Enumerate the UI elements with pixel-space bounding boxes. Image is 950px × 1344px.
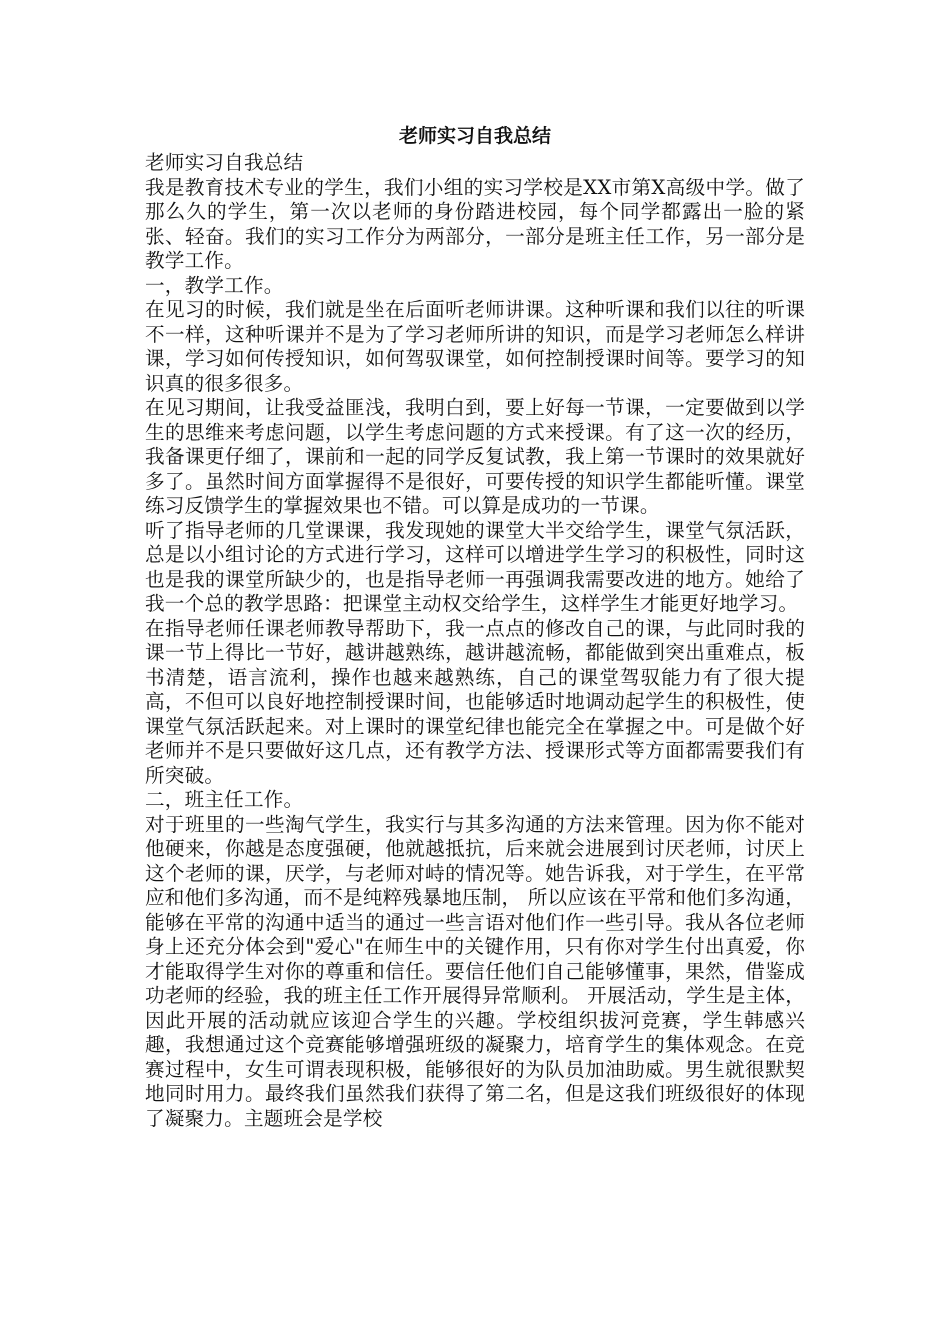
paragraph: 听了指导老师的几堂课课，我发现她的课堂大半交给学生，课堂气氛活跃，总是以小组讨论的方式进行学习，这样可以增进学生学习的积极性，同时这也是我的课堂所缺少的，也是指导老师一再强调我需要改进的地方。她给了我一个总的教学思路：把课堂主动权交给学生，这样学生才能更好地学习。 xyxy=(145,518,805,615)
paragraph-subtitle: 老师实习自我总结 xyxy=(145,151,304,174)
paragraph-intro: 我是教育技术专业的学生，我们小组的实习学校是XX市第X高级中学。做了那么久的学生，第一次以老师的身份踏进校园，每个同学都露出一脸的紧张、轻奋。我们的实习工作分为两部分，一部分是班主任工作，另一部分是教学工作。 xyxy=(145,175,805,272)
paragraph: 在见习的时候，我们就是坐在后面听老师讲课。这种听课和我们以往的听课不一样，这种听课并不是为了学习老师所讲的知识，而是学习老师怎么样讲课，学习如何传授知识，如何驾驭课堂，如何控制授课时间等。要学习的知识真的很多很多。 xyxy=(145,298,805,395)
section-heading-teaching: 一，教学工作。 xyxy=(145,273,284,297)
document-title: 老师实习自我总结 xyxy=(398,125,551,147)
paragraph: 在指导老师任课老师教导帮助下，我一点点的修改自己的课，与此同时我的课一节上得比一节好，越讲越熟练，越讲越流畅，都能做到突出重难点，板书清楚，语言流利，操作也越来越熟练，自己的课堂驾驭能力有了很大提高，不但可以良好地控制授课时间，也能够适时地调动起学生的积极性，使课堂气氛活跃起来。对上课时的课堂纪律也能完全在掌握之中。可是做个好老师并不是只要做好这几点，还有教学方法、授课形式等方面都需要我们有所突破。 xyxy=(145,616,805,787)
paragraph: 在见习期间，让我受益匪浅，我明白到，要上好每一节课，一定要做到以学生的思维来考虑问题，以学生考虑问题的方式来授课。有了这一次的经历，我备课更仔细了，课前和一起的同学反复试教，我上第一节课时的效果就好多了。虽然时间方面掌握得不是很好，可要传授的知识学生都能听懂。课堂练习反馈学生的掌握效果也不错。可以算是成功的一节课。 xyxy=(145,396,805,517)
paragraph: 对于班里的一些淘气学生，我实行与其多沟通的方法来管理。因为你不能对他硬来，你越是态度强硬，他就越抵抗，后来就会进展到讨厌老师，讨厌上这个老师的课，厌学，与老师对峙的情况等。她告诉我，对于学生，在平常应和他们多沟通，而不是纯粹残暴地压制， 所以应该在平常和他们多沟通，能够在平常的沟通中适当的通过一些言语对他们作一些引导。我从各位老师身上还充分体会到"爱心"在师生中的关键作用，只有你对学生付出真爱，你才能取得学生对你的尊重和信任。要信任他们自己能够懂事，果然，借鉴成功老师的经验，我的班主任工作开展得异常顺利。 开展活动，学生是主体，因此开展的活动就应该迎合学生的兴趣。学校组织拔河竞赛，学生韩感兴趣，我想通过这个竞赛能够增强班级的凝聚力，培育学生的集体观念。在竞赛过程中，女生可谓表现积极，能够很好的为队员加油助威。男生就很默契地同时用力。最终我们虽然我们获得了第二名，但是这我们班级很好的体现了凝聚力。主题班会是学校 xyxy=(145,812,805,1130)
section-heading-class-teacher: 二，班主任工作。 xyxy=(145,788,304,811)
document-body xyxy=(145,151,805,1131)
